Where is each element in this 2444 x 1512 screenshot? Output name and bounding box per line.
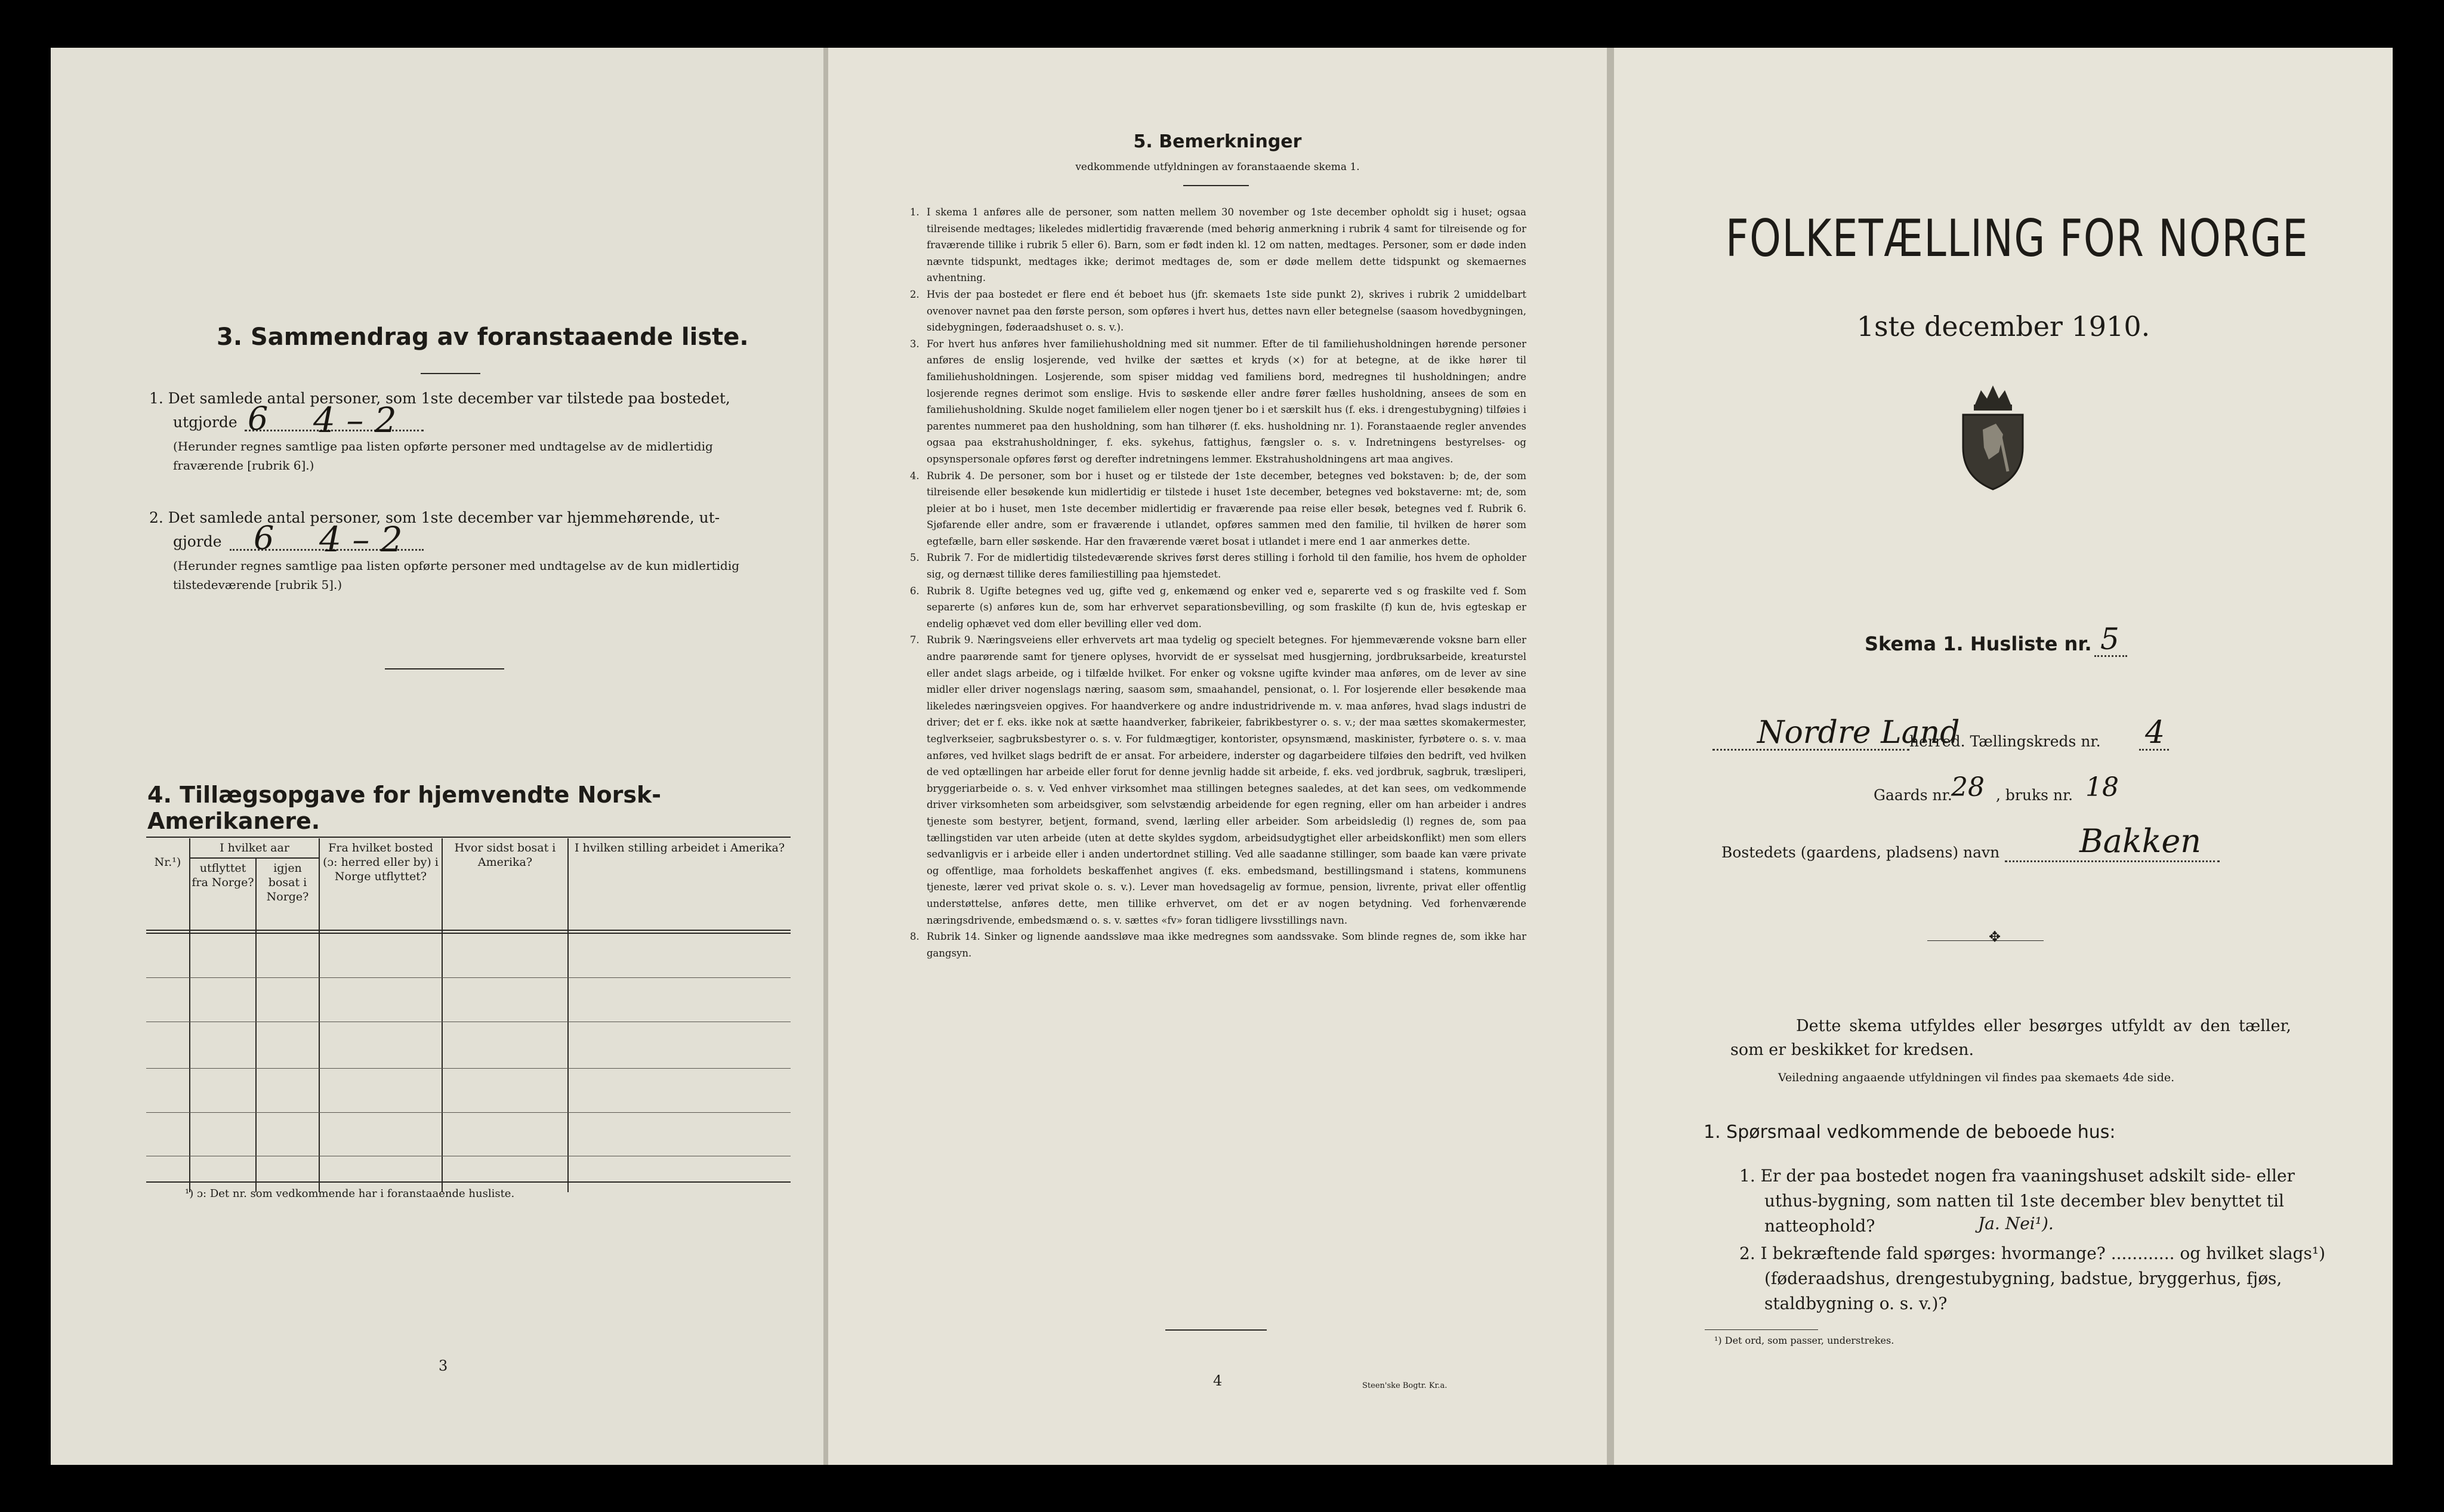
questions-header: 1. Spørsmaal vedkommende de beboede hus: [1704,1122,2116,1143]
table-header-bosted: Fra hvilket bosted (ɔ: herred eller by) i Norge utflyttet? [319,838,442,912]
divider [385,668,504,669]
item-1-prefix: utgjorde [173,414,237,431]
norwegian-coat-of-arms-icon [1954,382,2032,492]
footnote: ¹) Det ord, som passer, understrekes. [1714,1335,1894,1346]
table-header-nr: Nr.¹) [146,838,190,912]
question-1: 1. Er der paa bostedet nogen fra vaaningshuset adskilt side- eller uthus-bygning, som natten til 1ste december blev benyttet til natteophold? [1739,1166,2295,1236]
footnote-divider [1705,1329,1818,1330]
bruks-number: 18 [2085,772,2119,803]
remark-1: 1. I skema 1 anføres alle de personer, som natten mellem 30 november og 1ste december opholdt sig i huset; ogsaa tilreisende medtages; likeledes midlertidig fraværende (med behørig anmerkning i rubrik 4 samt for tilreisende og for fraværende tillike i rubrik 5 eller 6). Barn, som er født inden kl. 12 om natten, medtages. Personer, som er døde inden nævnte tidspunkt, medtages ikke; derimot medtages de, som er døde mellem dette tidspunkt og skemaernes avhentning. [910,206,1526,284]
remark-7: 7. Rubrik 9. Næringsveiens eller erhvervets art maa tydelig og specielt betegnes. For hjemmeværende voksne barn eller andre paarørende samt for tjenere oplyses, hvorvidt de er sysselsat med husgjerning, jordbruksarbeide, kreaturstel eller andet slags arbeide, og i tilfælde hvilket. For enker og voksne ugifte kvinder maa anføres, om de lever av sine midler eller driver nogenslags næring, saasom søm, smaahandel, pensionat, o. l. For losjerende eller besøkende maa likeledes næringsveien opgives. For haandverkere og andre industridrivende m. v. maa anføres, hvad slags industri de driver; det er f. eks. ikke nok at sætte haandverker, fabrikeier, fabrikbestyrer o. s. v.; der maa sættes skomakermester, teglverkseier, sagbruksbestyrer o. s. v. For fuldmægtiger, kontorister, opsynsmænd, maskinister, fyrbøtere o. s. v. maa anføres, ved hvilket slags bedrift de er ansat. For arbeidere, inderster og dagarbeidere tilføies den bedrift, ved hvilken de ved optællingen har arbeide eller forut for denne jevnlig hadde sit arbeide, f. eks. ved jordbruk, sagbruk, træsliperi, bryggeriarbeide o. s. v. Ved enhver virksomhet maa stillingen betegnes saaledes, at det kan sees, om vedkommende driver virksomheten som arbeidsgiver, som selvstændig arbeidende for egen regning, eller om han arbeider i andres tjeneste som bestyrer, betjent, formand, svend, lærling eller arbeider. Som arbeidsledig (l) regnes de, som paa tællingstiden var uten arbeide (uten at dette skyldes sygdom, arbeidsudygtighet eller arbeidskonflikt) men som ellers sedvanligvis er i arbeide eller i anden undertordnet stilling. Ved alle saadanne stillinger, som baade kan være private og offentlige, maa forholdets beskaffenhet angives (f. eks. embedsmand, bestillingsmand i statens, kommunens tjeneste, lærer ved privat skole o. s. v.). Lever man hovedsagelig av formue, pension, livrente, privat eller offentlig understøttelse, anføres dette, men tillike erhvervet, om det er av nogen betydning. Ved forhenværende næringsdrivende, embedsmænd o. s. v. sættes «fv» foran tidligere livsstillings navn. [910,634,1526,926]
census-title: FOLKETÆLLING FOR NORGE [1726,209,2309,269]
book-gutter [823,48,828,1465]
book-gutter [1607,48,1614,1465]
census-date: 1ste december 1910. [1856,310,2150,342]
kreds-number: 4 [2145,715,2165,751]
divider [421,373,480,374]
remark-3: 3. For hvert hus anføres hver familiehusholdning med sit nummer. Efter de til familiehusholdningen hørende personer anføres de enslig losjerende, ved hvilke der sættes et kryds (×) for at betegne, at de ikke hører til familiehusholdningen. Losjerende, som spiser middag ved familiens bord, medregnes til husholdningen; andre losjerende regnes derimot som enslige. Hvis to søskende eller andre fører fælles husholdning, ansees de som en familiehusholdning. Skulde noget familielem eller nogen tjener bo i et særskilt hus (f. eks. i drengestubygning) tilføies i parentes nummeret paa den husholdning, som han tilhører (f. eks. husholdning nr. 1). Foranstaaende regler anvendes ogsaa paa ekstrahusholdninger, f. eks. sykehus, fattighus, fængsler o. s. v. Indretningens bestyrelses- og opsynspersonale opføres først og derefter indretningens lemmer. Ekstrahusholdningens art maa angives. [910,338,1526,465]
item-1-handwritten: 4 – 2 [313,400,397,440]
remark-8: 8. Rubrik 14. Sinker og lignende aandssløve maa ikke medregnes som aandssvake. Som blinde regnes de, som ikke har gangsyn. [910,931,1526,959]
ornament-icon: ✥ [1989,928,2001,945]
summary-item-2: 2. Det samlede antal personer, som 1ste december var hjemmehørende, ut- [149,509,720,526]
item-1-note: (Herunder regnes samtlige paa listen opførte personer med undtagelse av de midlertidig fraværende [rubrik 6].) [173,439,713,473]
question-2: 2. I bekræftende fald spørges: hvormange? ............ og hvilket slags¹) (føderaadshus, drengestubygning, badstue, bryggerhus, fjøs, staldbygning o. s. v.)? [1739,1243,2325,1313]
guidance-text: Veiledning angaaende utfyldningen vil findes paa skemaets 4de side. [1778,1071,2175,1084]
norsk-amerikanere-table [146,838,791,1192]
table-header-igjen: igjen bosat i Norge? [256,858,319,912]
remark-4: 4. Rubrik 4. De personer, som bor i huset og er tilstede der 1ste december, betegnes ved bokstaven: b; de, der som tilreisende eller besøkende kun midlertidig er tilstede i huset 1ste december, betegnes ved bokstaverne: mt; de, som pleier at bo i huset, men 1ste december midlertidig er fraværende paa reise eller besøk, betegnes ved f. Rubrik 6. Sjøfarende eller andre, som er fraværende i utlandet, opføres sammen med den familie, til hvilken de hører som egtefælle, barn eller søskende. Har den fraværende været bosat i utlandet i mere end 1 aar anmerkes dette. [910,470,1526,547]
remark-5: 5. Rubrik 7. For de midlertidig tilstedeværende skrives først deres stilling i forhold til den familie, hos hvem de opholder sig, og dernæst tillike deres familiestilling paa hjemstedet. [910,552,1526,581]
item-1-value: 6 [248,400,269,437]
table-header-utflyttet: utflyttet fra Norge? [190,858,256,912]
table-top-rule [146,837,791,838]
section-4-title: 4. Tillægsopgave for hjemvendte Norsk-Amerikanere. [147,782,661,834]
item-2-note: (Herunder regnes samtlige paa listen opførte personer med undtagelse av de kun midlertidig tilstedeværende [rubrik 5].) [173,558,740,592]
bruks-label: , bruks nr. [1996,786,2073,804]
page-number: 4 [1213,1372,1223,1389]
table-row-line [146,1112,791,1113]
remark-2: 2. Hvis der paa bostedet er flere end ét beboet hus (jfr. skemaets 1ste side punkt 2), skrives i rubrik 2 umiddelbart ovenover navnet paa den første person, som opføres i hvert hus, dettes navn eller betegnelse (saasom hovedbygningen, sidebygningen, føderaadshuset o. s. v.). [910,288,1526,334]
table-footnote: ¹) ɔ: Det nr. som vedkommende har i foranstaaende husliste. [185,1187,515,1200]
item-2-handwritten: 4 – 2 [319,519,403,560]
table-header-amerika: Hvor sidst bosat i Amerika? [442,838,568,912]
item-2-prefix: gjorde [173,533,222,550]
remarks-list [910,204,1526,961]
table-row-line [146,1068,791,1069]
intro-text: Dette skema utfyldes eller besørges utfyldt av den tæller, som er beskikket for kredsen. [1730,1017,2291,1059]
remark-6: 6. Rubrik 8. Ugifte betegnes ved ug, gifte ved g, enkemænd og enker ved e, separerte ved s og fraskilte ved f. Som separerte (s) anføres kun de, som har erhvervet separationsbevilling, og som fraskilte (f) kun de, hvis egteskap er endelig ophævet ved dom eller bevilling eller ved dom. [910,585,1526,630]
bosted-label: Bostedets (gaardens, pladsens) navn [1721,844,2000,861]
table-bottom-rule [146,1181,791,1183]
item-2-value: 6 [254,519,274,557]
divider [1183,185,1249,186]
section-3-title: 3. Sammendrag av foranstaaende liste. [217,323,749,351]
table-group-header: I hvilket aar [190,838,319,858]
question-1-answer: Ja. Nei¹). [1978,1214,2054,1233]
printer-mark: Steen'ske Bogtr. Kr.a. [1362,1381,1448,1390]
remarks-title: 5. Bemerkninger [1133,131,1302,152]
skema-label: Skema 1. Husliste nr. [1865,632,2092,655]
table-header-rule [146,930,791,931]
bosted-fill-line [2005,860,2220,862]
table-header-rule [146,933,791,934]
page-number: 3 [439,1357,448,1374]
page-4 [828,48,1607,1465]
table-header-stilling: I hvilken stilling arbeidet i Amerika? [568,838,791,912]
remarks-subtitle: vedkommende utfyldningen av foranstaaende skema 1. [1075,161,1360,173]
table-row-line [146,977,791,978]
husliste-number: 5 [2100,622,2119,656]
gaards-label: Gaards nr. [1874,786,1952,804]
gaards-number: 28 [1951,772,1985,803]
page-1 [1614,48,2393,1465]
ornament-line [1927,940,2044,941]
herred-name: Nordre Land [1757,715,1960,751]
summary-item-1: 1. Det samlede antal personer, som 1ste december var tilstede paa bostedet, [149,390,730,407]
divider [1165,1329,1267,1331]
bosted-name: Bakken [2079,822,2202,860]
page-3 [51,48,823,1465]
herred-label: herred. Tællingskreds nr. [1909,733,2101,750]
